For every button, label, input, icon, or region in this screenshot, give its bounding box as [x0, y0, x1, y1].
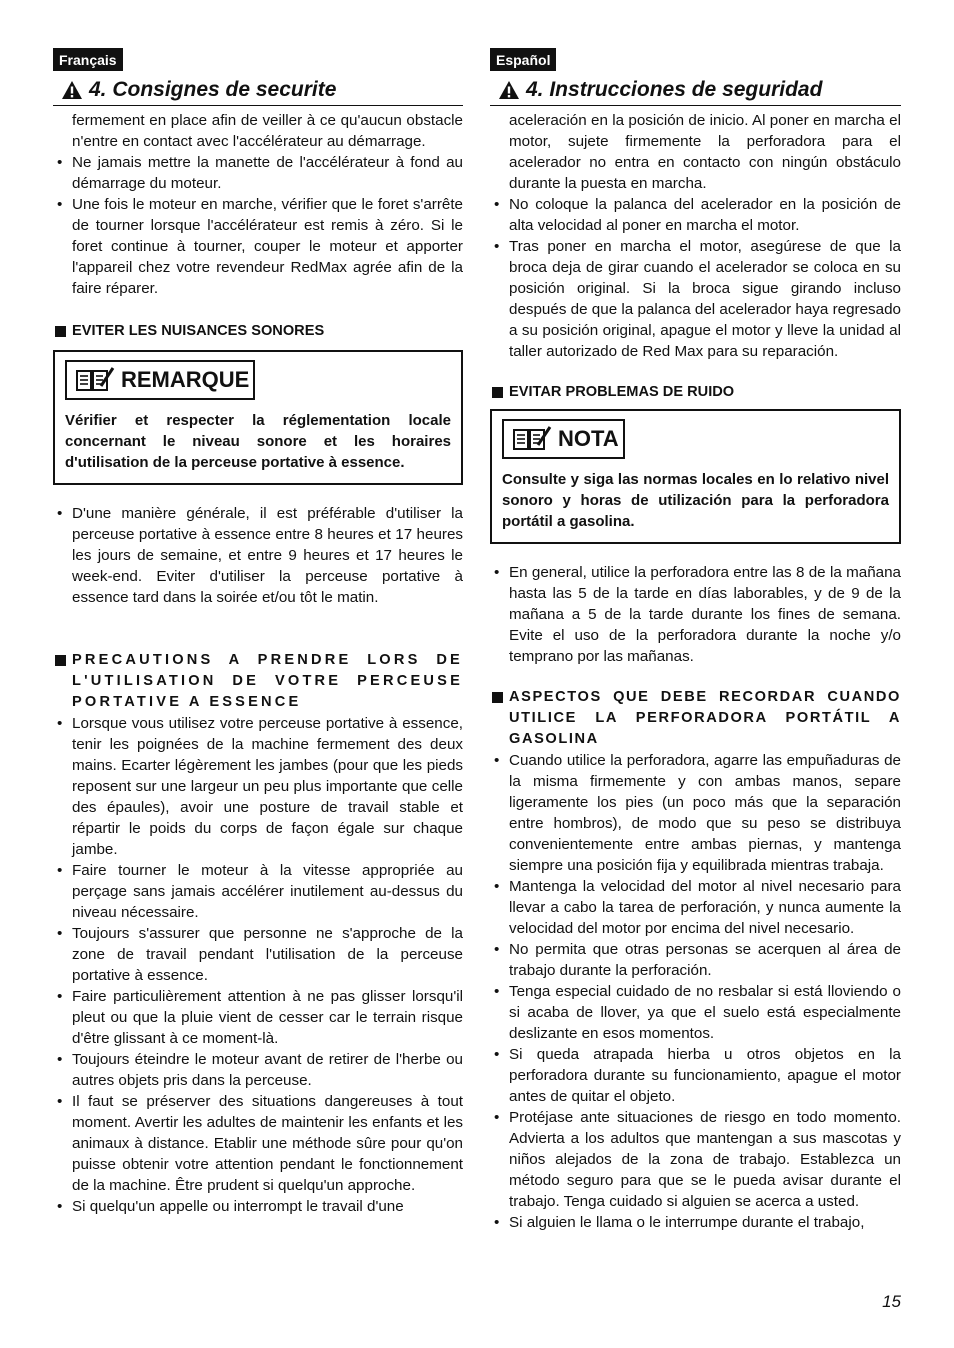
note-label-text: NOTA: [558, 426, 619, 451]
list-item: • Si queda atrapada hierba u otros objetos en la perforadora durante su funcionamiento, apague el motor antes de quitar el objeto.: [490, 1044, 901, 1107]
noise-heading-text: EVITER LES NUISANCES SONORES: [72, 323, 325, 339]
spanish-column: [490, 48, 901, 1233]
square-bullet-icon: [55, 326, 66, 337]
precautions-bullet-list: [490, 750, 901, 1233]
warning-triangle-icon: [498, 80, 520, 100]
list-item: • Si quelqu'un appelle ou interrompt le travail d'une: [53, 1196, 463, 1217]
intro-bullet-list: [490, 194, 901, 362]
square-bullet-icon: [492, 387, 503, 398]
list-item: • Ne jamais mettre la manette de l'accélérateur à fond au démarrage du moteur.: [53, 152, 463, 194]
list-item: • Mantenga la velocidad del motor al nivel necesario para llevar a cabo la tarea de perforación, y nunca aumente la velocidad del motor por encima del nivel necesario.: [490, 876, 901, 939]
list-item: • Faire particulièrement attention à ne pas glisser lorsqu'il pleut ou que la pluie vient de cesser car le terrain risque d'être glissant à ce moment-là.: [53, 986, 463, 1049]
list-item: • D'une manière générale, il est préférable d'utiliser la perceuse portative à essence entre 8 heures et 17 heures les jours de semaine, et entre 9 heures et 17 heures le week-end. Eviter d'utiliser la perceuse portative à essence tard dans la soirée et/ou tôt le matin.: [53, 503, 463, 608]
list-item: • En general, utilice la perforadora entre las 8 de la mañana hasta las 5 de la tarde en días laborables, y de 9 de la mañana a 5 de la tarde durante los fines de semana. Evite el uso de la perforadora durante la noche y/o temprano por las mañanas.: [490, 562, 901, 667]
noise-bullet-list: [490, 562, 901, 667]
note-text: Vérifier et respecter la réglementation locale concernant le niveau sonore et les horaires d'utilisation de la perceuse portative à essence.: [65, 412, 451, 471]
noise-heading-text: EVITAR PROBLEMAS DE RUIDO: [509, 384, 735, 400]
noise-heading: [53, 321, 463, 342]
note-box: [490, 409, 901, 544]
intro-bullet-list: [53, 152, 463, 299]
intro-continuation: fermement en place afin de veiller à ce qu'aucun obstacle n'entre en contact avec l'accélérateur au démarrage.: [72, 112, 463, 150]
language-tab-french: Français: [53, 48, 123, 71]
precautions-bullet-list: [53, 713, 463, 1217]
precautions-heading-text: PRECAUTIONS A PRENDRE LORS DE L'UTILISATION DE VOTRE PERCEUSE PORTATIVE A ESSENCE: [72, 652, 463, 710]
list-item: • Tras poner en marcha el motor, asegúrese de que la broca deja de girar cuando el acelerador se coloca en su posición original. Si la broca sigue girando incluso después de que la palanca del acelerador haya regresado a su posición original, apague el motor y lleve la unidad al taller autorizado de Red Max para su reparación.: [490, 236, 901, 362]
list-item: • Lorsque vous utilisez votre perceuse portative à essence, tenir les poignées de la machine fermement des deux mains. Ecarter légèrement les jambes (pour que les pieds reposent sur une largeur un peu plus importante que celle des épaules), avoir une posture de travail stable et répartir le poids du corps de façon égale sur chaque jambe.: [53, 713, 463, 860]
list-item: • No coloque la palanca del acelerador en la posición de alta velocidad al poner en marcha el motor.: [490, 194, 901, 236]
noise-section: [490, 562, 901, 667]
list-item: • Toujours s'assurer que personne ne s'approche de la zone de travail pendant l'utilisation de la perceuse portative à essence.: [53, 923, 463, 986]
section-title-text: 4. Consignes de securite: [89, 78, 337, 101]
warning-triangle-icon: [61, 80, 83, 100]
note-label-text: REMARQUE: [121, 367, 250, 392]
intro-continuation: aceleración en la posición de inicio. Al poner en marcha el motor, sujete firmemente la perforadora para el acelerador no entra en contacto con ningún obstáculo durante la puesta en marcha.: [509, 112, 901, 192]
precautions-heading: [490, 687, 901, 750]
note-label: [65, 360, 255, 400]
list-item: • Tenga especial cuidado de no resbalar si está lloviendo o si acaba de llover, ya que el suelo está especialmente deslizante en esos momentos.: [490, 981, 901, 1044]
note-book-pencil-icon: [75, 367, 115, 393]
precautions-heading: [53, 650, 463, 713]
list-item: • Protéjase ante situaciones de riesgo en todo momento. Advierta a los adultos que mantengan a sus mascotas y niños alejados de la zona de trabajo. Establezca un método seguro para que se le pueda avisar durante el trabajo. Tenga cuidado si alguien se acerca a usted.: [490, 1107, 901, 1212]
intro-section: [490, 110, 901, 362]
list-item: • Cuando utilice la perforadora, agarre las empuñaduras de la misma firmemente y con ambas manos, separe ligeramente los pies (un poco más que la separación entre hombros), de modo que su peso se distribuya convenientemente entre ambas piernas, y mantenga siempre una posición fija y equilibrada mientras trabaja.: [490, 750, 901, 876]
note-label: [502, 419, 625, 459]
section-title-text: 4. Instrucciones de seguridad: [526, 78, 823, 101]
list-item: • Il faut se préserver des situations dangereuses à tout moment. Avertir les adultes de maintenir les enfants et les animaux à distance. Etablir une méthode sûre pour qu'on puisse obtenir votre attention pendant le fonctionnement de la machine. Être prudent si quelqu'un approche.: [53, 1091, 463, 1196]
noise-heading: [490, 382, 901, 403]
note-text: Consulte y siga las normas locales en lo relativo nivel sonoro y horas de utilización para la perforadora portátil a gasolina.: [502, 471, 889, 530]
precautions-section: [490, 750, 901, 1233]
list-item: • No permita que otras personas se acerquen al área de trabajo durante la perforación.: [490, 939, 901, 981]
french-column: [53, 48, 463, 1217]
noise-section: [53, 503, 463, 608]
note-box: [53, 350, 463, 485]
list-item: • Si alguien le llama o le interrumpe durante el trabajo,: [490, 1212, 901, 1233]
section-title-spanish: [490, 75, 901, 106]
language-tab-spanish: Español: [490, 48, 556, 71]
square-bullet-icon: [492, 692, 503, 703]
page-number: 15: [882, 1292, 901, 1311]
list-item: • Une fois le moteur en marche, vérifier que le foret s'arrête de tourner lorsque l'accélérateur est remis à zéro. Si le foret continue à tourner, couper le moteur et apporter l'appareil chez votre revendeur RedMax agrée afin de la faire réparer.: [53, 194, 463, 299]
intro-section: [53, 110, 463, 299]
list-item: • Toujours éteindre le moteur avant de retirer de l'herbe ou autres objets pris dans la perceuse.: [53, 1049, 463, 1091]
precautions-heading-text: ASPECTOS QUE DEBE RECORDAR CUANDO UTILICE LA PERFORADORA PORTÁTIL A GASOLINA: [509, 689, 901, 747]
noise-bullet-list: [53, 503, 463, 608]
note-book-pencil-icon: [512, 426, 552, 452]
square-bullet-icon: [55, 655, 66, 666]
list-item: • Faire tourner le moteur à la vitesse appropriée au perçage sans jamais accélérer inutilement au-dessus du niveau nécessaire.: [53, 860, 463, 923]
section-title-french: [53, 75, 463, 106]
precautions-section: [53, 713, 463, 1217]
